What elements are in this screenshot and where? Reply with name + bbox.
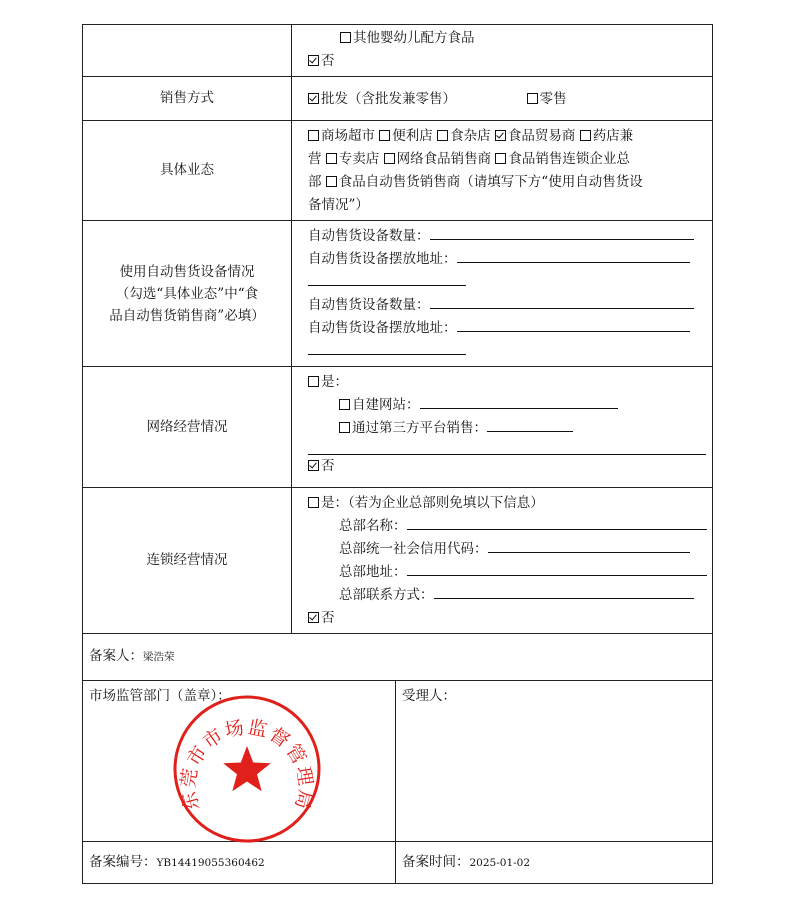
vending-seller-checkbox[interactable] [326,176,337,187]
receiver-cell [396,681,713,842]
food-trader-label: 食品贸易商 [507,128,576,144]
vending-count-label-1: 自动售货设备数量： [308,228,430,244]
vending-content [292,221,713,367]
authority-label: 市场监管部门（盖章）： [89,688,231,704]
hq-name-field[interactable] [407,515,707,530]
filer-label: 备案人： [89,648,143,664]
vending-label-line3: 品自动售货销售商”必填） [109,307,265,324]
pharmacy-checkbox[interactable] [580,130,591,141]
chain-hq-checkbox[interactable] [495,153,506,164]
online-row [83,367,713,488]
vending-label-line1: 使用自动售货设备情况 [119,263,255,280]
hq-name-label: 总部名称： [339,518,407,534]
retail-label: 零售 [539,90,567,107]
chain-no-label: 否 [321,610,335,626]
retail-checkbox[interactable] [527,93,538,104]
vending-address-field-1-cont[interactable] [308,271,466,286]
wholesale-label: 批发（含批发兼零售） [321,90,456,107]
record-time-cell [396,842,713,884]
vending-address-label-2: 自动售货设备摆放地址： [308,320,457,336]
online-no-checkbox[interactable] [308,460,319,471]
chain-no-checkbox[interactable] [308,612,319,623]
vending-address-label-1: 自动售货设备摆放地址： [308,251,457,267]
chain-row [83,488,713,634]
supermarket-checkbox[interactable] [308,130,319,141]
convenience-checkbox[interactable] [379,130,390,141]
grocery-checkbox[interactable] [437,130,448,141]
vending-label-cell [83,221,292,367]
online-yes-label: 是： [321,374,348,390]
online-yes-checkbox[interactable] [308,376,319,387]
online-no-label: 否 [321,458,335,474]
hq-contact-field[interactable] [434,584,694,599]
business-format-row [83,121,713,221]
vending-label-line2: （勾选“具体业态”中“食 [115,285,259,302]
specialty-label: 专卖店 [338,151,380,167]
vending-row [83,221,713,367]
business-format-label: 具体业态 [83,121,292,221]
online-seller-label: 网络食品销售商 [396,151,492,167]
hq-address-field[interactable] [407,561,707,576]
other-formula-label: 其他婴幼儿配方食品 [353,30,475,46]
vending-seller-label: 食品自动售货销售商（请填写下方“使用自动售货设 [338,174,643,190]
wholesale-checkbox[interactable] [308,93,319,104]
third-party-field[interactable] [487,417,573,432]
third-party-checkbox[interactable] [339,422,350,433]
record-time-value: 2025-01-02 [469,856,531,869]
chain-hq-label-cont: 部 [308,174,322,190]
vending-count-label-2: 自动售货设备数量： [308,297,430,313]
record-time-label: 备案时间： [402,853,470,870]
infant-formula-no-label: 否 [321,53,335,69]
official-seal [172,694,322,844]
filer-name: 梁浩荣 [143,651,175,663]
infant-formula-content [292,25,713,77]
chain-yes-checkbox[interactable] [308,497,319,508]
hq-address-label: 总部地址： [339,564,407,580]
infant-formula-row [83,25,713,77]
vending-count-field-2[interactable] [430,294,694,309]
chain-content [292,488,713,634]
infant-formula-no-checkbox[interactable] [308,55,319,66]
food-trader-checkbox[interactable] [495,130,506,141]
filer-row [83,634,713,681]
online-extra-line[interactable] [308,440,706,455]
chain-label: 连锁经营情况 [83,488,292,634]
filer-cell [83,634,713,681]
chain-hq-label: 食品销售连锁企业总 [508,151,630,167]
sales-method-content [292,77,713,121]
other-formula-checkbox[interactable] [340,32,351,43]
business-format-content [292,121,713,221]
hq-credit-code-field[interactable] [488,538,690,553]
record-number-cell [83,842,396,884]
chain-yes-label: 是：（若为企业总部则免填以下信息） [321,495,544,511]
own-site-checkbox[interactable] [339,399,350,410]
sales-method-row [83,77,713,121]
specialty-checkbox[interactable] [326,153,337,164]
hq-contact-label: 总部联系方式： [339,587,434,603]
own-site-field[interactable] [420,394,618,409]
seal-text: 东莞市市场监督管理局 [177,716,317,814]
vending-address-field-1[interactable] [457,248,690,263]
supermarket-label: 商场超市 [321,128,375,144]
pharmacy-label-cont: 营 [308,151,322,167]
third-party-label: 通过第三方平台销售： [352,420,487,436]
online-seller-checkbox[interactable] [384,153,395,164]
record-number-value: YB14419055360462 [156,856,265,869]
own-site-label: 自建网站： [352,397,420,413]
vending-address-field-2-cont[interactable] [308,340,466,355]
convenience-label: 便利店 [392,128,433,144]
grocery-label: 食杂店 [450,128,491,144]
record-row [83,842,713,884]
seal-star-icon [223,746,271,791]
receiver-label: 受理人： [402,688,456,704]
online-content [292,367,713,488]
sales-method-label: 销售方式 [83,77,292,121]
vending-seller-label-cont: 备情况”） [308,197,369,213]
vending-count-field-1[interactable] [430,225,694,240]
vending-address-field-2[interactable] [457,317,690,332]
online-label: 网络经营情况 [83,367,292,488]
pharmacy-label: 药店兼 [592,128,634,144]
record-number-label: 备案编号： [89,853,157,870]
infant-formula-label-cell [83,25,292,77]
hq-credit-code-label: 总部统一社会信用代码： [339,541,488,557]
